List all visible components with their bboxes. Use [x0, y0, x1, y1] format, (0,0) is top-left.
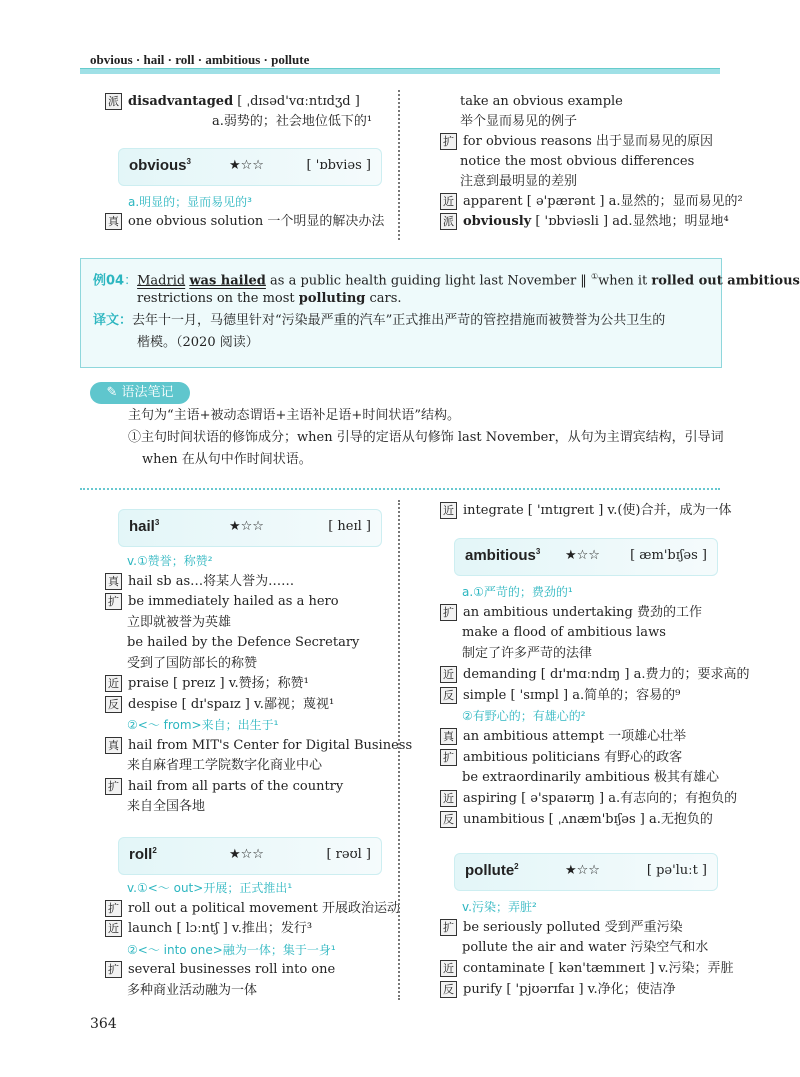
- entry-text: ②<～ into one>融为一体；集于一身¹: [127, 942, 336, 957]
- example-translation: 举个显而易见的例子: [460, 114, 578, 129]
- tag-marker: 扩: [105, 961, 122, 978]
- note-line: ①主句时间状语的修饰成分；when 引导的定语从句修饰 last November，从句为主谓宾结构，引导词: [128, 430, 724, 445]
- headword-obvious: obvious$^3$: [129, 157, 191, 174]
- entry-text: ②有野心的；有雄心的²: [462, 709, 586, 724]
- entry-text: v.①<～ out>开展；正式推出¹: [127, 881, 293, 895]
- tag-marker: 近: [105, 920, 122, 937]
- example-line: 扩 for obvious reasons 出于显而易见的原因: [440, 132, 713, 152]
- entry-text: despise [ dɪ'spaɪz ] v.鄙视；蔑视¹: [128, 696, 335, 712]
- entry-text: 来自全国各地: [127, 799, 206, 814]
- headword-box-pollute: [454, 853, 718, 891]
- entry-line: [127, 940, 336, 960]
- definition: a.明显的；显而易见的³: [128, 195, 252, 209]
- synonym-line: 近 integrate [ 'ɪntɪɡreɪt ] v.(使)合并，成为一体: [440, 501, 732, 521]
- headword-box-obvious: [118, 148, 382, 186]
- entry-text: ②<～ from>来自；出生于¹: [127, 718, 279, 732]
- example-label: 例04: [93, 273, 125, 289]
- example-sentence-box: [80, 258, 800, 368]
- entry-line: [462, 706, 586, 726]
- entry-line: [105, 695, 334, 715]
- phonetic: [ ˌdɪsəd'vɑːntɪdʒd ]: [233, 94, 360, 109]
- column-divider: [398, 90, 404, 240]
- entry-line: [440, 918, 683, 938]
- entry-line: [462, 644, 592, 664]
- entry-line: [127, 633, 359, 653]
- tag-marker: 真: [105, 737, 122, 754]
- frequency-stars: ★☆☆: [229, 847, 264, 862]
- tag-marker: 扩: [440, 749, 457, 766]
- derivative-line: 派 obviously [ 'ɒbviəsli ] ad.显然地；明显地⁴: [440, 212, 729, 232]
- entry-text: 受到了国防部长的称赞: [127, 655, 258, 671]
- phonetic: [ 'ɒbviəs ]: [306, 158, 371, 173]
- entry-line: [105, 674, 309, 694]
- running-title: obvious · hail · roll · ambitious · pollute: [90, 52, 310, 67]
- note-line: when 在从句中作时间状语。: [142, 452, 312, 467]
- tag-marker: 反: [440, 811, 457, 828]
- example-line: 真 one obvious solution 一个明显的解决办法: [105, 212, 384, 232]
- entry-line: [440, 665, 750, 685]
- entry-text: a.①严苛的；费劲的¹: [462, 585, 573, 599]
- entry-text: make a flood of ambitious laws: [462, 625, 666, 641]
- entry-text: unambitious [ ˌʌnæm'bɪʃəs ] a.无抱负的: [463, 811, 713, 827]
- entry-disadvantaged: [105, 92, 360, 112]
- entry-line: [462, 938, 708, 958]
- phonetic: [ pə'luːt ]: [646, 863, 707, 878]
- tag-real: 真: [105, 213, 122, 230]
- example-line: take an obvious example: [460, 94, 623, 109]
- tag-marker: 近: [440, 790, 457, 807]
- tag-marker: 反: [105, 696, 122, 713]
- entry-text: hail from MIT's Center for Digital Business: [128, 737, 413, 753]
- entry-line: [105, 572, 294, 592]
- entry-text: be immediately hailed as a hero: [128, 594, 339, 609]
- frequency-stars: ★☆☆: [229, 158, 264, 173]
- entry-line: [127, 551, 213, 571]
- example-line: notice the most obvious differences: [460, 154, 695, 169]
- entry-text: v.①赞誉；称赞²: [127, 554, 213, 568]
- tag-marker: 近: [440, 960, 457, 977]
- entry-text: 来自麻省理工学院数字化商业中心: [127, 758, 323, 773]
- tag-marker: 近: [440, 666, 457, 683]
- entry-line: [127, 654, 257, 674]
- synonym-line: 近 apparent [ ə'pærənt ] a.显然的；显而易见的²: [440, 192, 743, 212]
- headword-box-ambitious: [454, 538, 718, 576]
- translation-cont: 楷模。（2020 阅读）: [137, 335, 259, 350]
- entry-text: aspiring [ ə'spaɪərɪŋ ] a.有志向的；有抱负的: [463, 791, 738, 806]
- phonetic: [ heɪl ]: [328, 519, 371, 534]
- tag-marker: 反: [440, 981, 457, 998]
- entry-text: an ambitious undertaking 费劲的工作: [463, 604, 703, 620]
- frequency-stars: ★☆☆: [229, 519, 264, 534]
- entry-text: praise [ preɪz ] v.赞扬；称赞¹: [128, 676, 309, 691]
- entry-line: [440, 959, 733, 979]
- tag-marker: 近: [105, 675, 122, 692]
- entry-text: be extraordinarily ambitious 极其有雄心: [462, 770, 719, 786]
- tag-marker: 反: [440, 687, 457, 704]
- tag-marker: 真: [440, 728, 457, 745]
- headword-box-roll: [118, 837, 382, 875]
- phonetic: [ rəʊl ]: [326, 847, 371, 862]
- entry-text: hail from all parts of the country: [128, 778, 344, 794]
- headword-ambitious: ambitious$^3$: [465, 547, 541, 564]
- tag-marker: 扩: [440, 604, 457, 621]
- entry-text: hail sb as…将某人誉为……: [128, 573, 295, 589]
- headword-hail: hail$^3$: [129, 518, 160, 535]
- entry-text: be hailed by the Defence Secretary: [127, 635, 360, 650]
- entry-line: [105, 960, 335, 980]
- entry-line: [440, 748, 682, 768]
- entry-line: [105, 899, 400, 919]
- translation: 译文：去年十一月，马德里针对“污染最严重的汽车”正式推出严苛的管控措施而被赞誉为公共卫生的: [93, 313, 666, 328]
- frequency-stars: ★☆☆: [565, 863, 600, 878]
- frequency-stars: ★☆☆: [565, 548, 600, 563]
- example-sentence: 例04：Madrid was hailed as a public health guiding light last November ‖ ①when it rolled out ambitious: [93, 272, 800, 289]
- entry-text: 多种商业活动融为一体: [127, 982, 258, 998]
- entry-line: [440, 686, 680, 706]
- entry-text: 制定了许多严苛的法律: [462, 646, 593, 662]
- entry-line: [105, 592, 339, 612]
- entry-line: [127, 878, 292, 898]
- entry-line: [440, 603, 702, 623]
- example-sentence-cont: restrictions on the most polluting cars.: [137, 291, 402, 306]
- entry-line: [127, 797, 205, 817]
- entry-text: be seriously polluted 受到严重污染: [463, 919, 683, 935]
- grammar-notes: [80, 382, 724, 478]
- entry-line: [462, 623, 666, 643]
- headword-box-hail: [118, 509, 382, 547]
- entry-line: [462, 582, 573, 602]
- example-translation: 注意到最明显的差别: [460, 174, 578, 189]
- entry-line: [105, 736, 412, 756]
- tag-derivative: 派: [105, 93, 122, 110]
- tag-marker: 扩: [105, 593, 122, 610]
- entry-line: [127, 756, 322, 776]
- entry-line: [105, 777, 343, 797]
- tag-marker: 扩: [105, 900, 122, 917]
- tag-marker: 扩: [440, 919, 457, 936]
- section-divider: [80, 488, 720, 490]
- page-number: 364: [90, 1016, 117, 1032]
- entry-line: [440, 810, 713, 830]
- entry-text: several businesses roll into one: [128, 962, 336, 977]
- entry-text: v.污染；弄脏²: [462, 900, 537, 914]
- entry-line: [127, 715, 278, 735]
- entry-text: simple [ 'sɪmpl ] a.简单的；容易的⁹: [463, 687, 681, 703]
- entry-text: pollute the air and water 污染空气和水: [462, 940, 709, 956]
- entry-line: [440, 727, 686, 747]
- entry-text: ambitious politicians 有野心的政客: [463, 749, 683, 765]
- phonetic: [ æm'bɪʃəs ]: [630, 548, 707, 563]
- header-rule: [80, 68, 720, 74]
- entry-line: [462, 897, 537, 917]
- entry-text: launch [ lɔːntʃ ] v.推出；发行³: [128, 921, 313, 936]
- entry-text: purify [ 'pjʊərɪfaɪ ] v.净化；使洁净: [463, 981, 676, 997]
- entry-line: [462, 768, 719, 788]
- entry-text: demanding [ dɪ'mɑːndɪŋ ] a.费力的；要求高的: [463, 666, 750, 682]
- entry-text: an ambitious attempt 一项雄心壮举: [463, 728, 687, 744]
- entry-line: [105, 919, 312, 939]
- headword-roll: roll$^2$: [129, 846, 157, 863]
- entry-line: [440, 789, 737, 809]
- note-line: 主句为“主语+被动态谓语+主语补足语+时间状语”结构。: [128, 408, 460, 423]
- definition: a.弱势的；社会地位低下的¹: [212, 114, 373, 129]
- column-divider: [398, 500, 404, 1000]
- headword: disadvantaged: [128, 94, 234, 109]
- grammar-notes-label: ✎ 语法笔记: [90, 382, 190, 404]
- entry-text: contaminate [ kən'tæmɪneɪt ] v.污染；弄脏: [463, 961, 734, 977]
- headword-pollute: pollute$^2$: [465, 862, 519, 879]
- tag-marker: 真: [105, 573, 122, 590]
- tag-marker: 扩: [105, 778, 122, 795]
- entry-line: [440, 980, 676, 1000]
- entry-text: 立即就被誉为英雄: [127, 614, 232, 630]
- entry-line: [127, 613, 231, 633]
- entry-line: [127, 981, 257, 1001]
- entry-text: roll out a political movement 开展政治运动: [128, 900, 401, 916]
